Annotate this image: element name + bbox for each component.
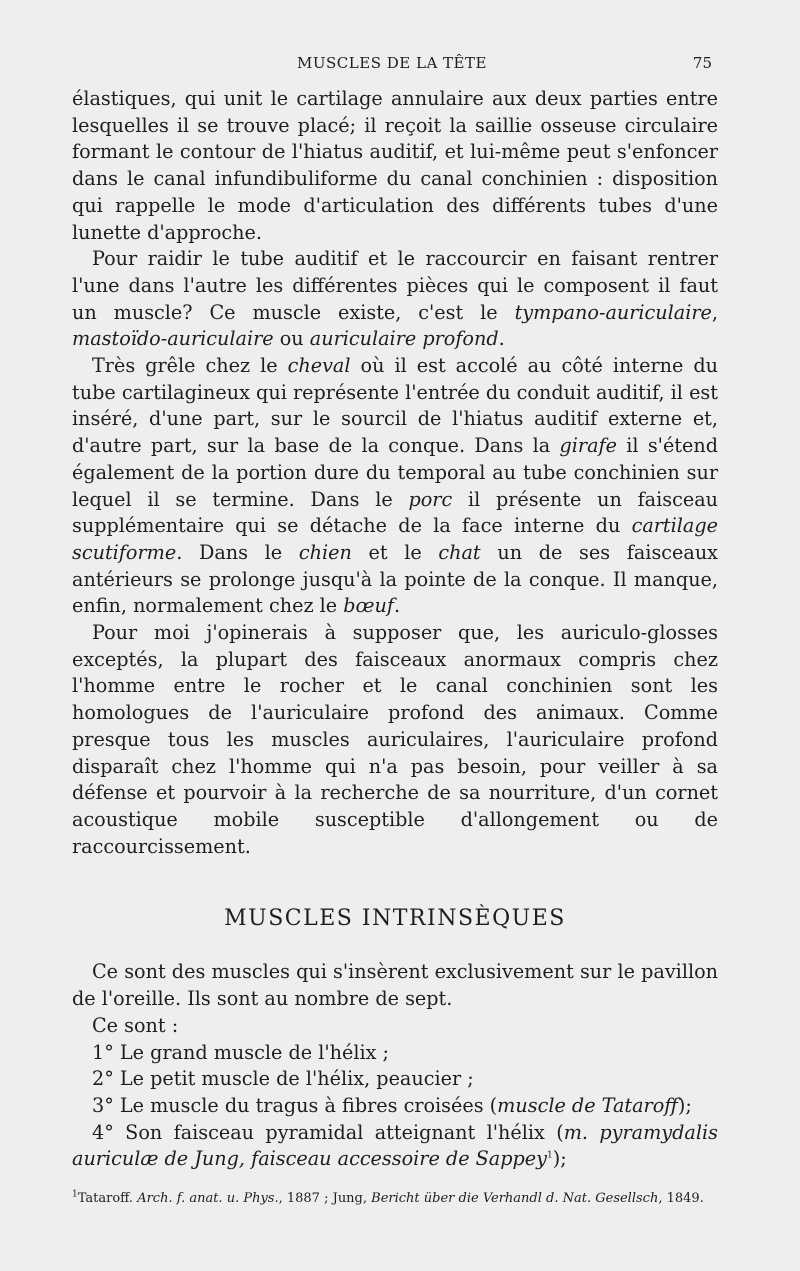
- italic-term: Bericht über die Verhandl d. Nat. Gesellsch: [371, 1191, 659, 1207]
- text-run: Très grêle chez le: [92, 354, 288, 378]
- italic-term: bœuf: [343, 594, 394, 618]
- italic-term: girafe: [559, 434, 617, 458]
- page-body: [72, 86, 718, 1208]
- text-run: );: [677, 1093, 692, 1117]
- text-run: , 1887 ; Jung,: [278, 1191, 372, 1207]
- paragraph-4-text: Pour moi j'opinerais à supposer que, les auriculo-glosses exceptés, la plupart des faisceaux anormaux compris chez l'homme entre le rocher et le canal conchinien sont les homologues de l'auriculaire profond des animaux. Comme presque tous les muscles auriculaires, l'auriculaire profond disparaît chez l'homme qui n'a pas besoin, pour veiller à sa défense et pourvoir à la recherche de sa nourriture, d'un cornet acoustique mobile susceptible d'allongement ou de raccourcissement.: [72, 621, 718, 858]
- footnote-mark: 1: [72, 1189, 78, 1200]
- text-run: .: [498, 327, 505, 351]
- footnote: [72, 1189, 718, 1208]
- italic-term: tympano-auriculaire: [514, 300, 712, 324]
- list-item-4: [72, 1120, 718, 1173]
- italic-term: m. pyramydalis auriculæ de Jung, faisceau accessoire de Sappey: [72, 1120, 718, 1171]
- text-run: ou: [273, 327, 310, 351]
- text-run: il présente un faisceau supplémentaire qui se détache de la face interne du: [72, 487, 719, 538]
- paragraph-3: [72, 353, 718, 620]
- text-run: et le: [351, 540, 439, 564]
- running-title: MUSCLES DE LA TÊTE: [297, 54, 487, 72]
- text-run: où il est accolé au côté interne du tube cartilagineux qui représente l'entrée du conduit auditif, il est inséré, d'une part, sur le sourcil de l'hiatus auditif externe et, d'autre part, sur la base de la conque. Dans la: [72, 354, 718, 458]
- footnote-reference: 1: [547, 1150, 553, 1161]
- paragraph-4: [72, 620, 718, 860]
- page-header: [72, 54, 712, 76]
- italic-term: Arch. f. anat. u. Phys.: [137, 1191, 279, 1207]
- text-run: il s'étend également de la portion dure du temporal au tube conchinien sur lequel il se termine. Dans le: [72, 434, 719, 511]
- paragraph-2: [72, 246, 718, 353]
- text-run: Tataroff.: [77, 1191, 138, 1207]
- italic-term: porc: [408, 487, 453, 511]
- muscle-list: [72, 1013, 718, 1173]
- italic-term: auriculaire profond: [309, 327, 499, 351]
- italic-term: muscle de Tataroff: [497, 1093, 678, 1117]
- paragraph-5-text: Ce sont des muscles qui s'insèrent exclusivement sur le pavillon de l'oreille. Ils sont au nombre de sept.: [72, 960, 718, 1011]
- text-run: );: [552, 1147, 567, 1171]
- italic-term: chien: [298, 540, 352, 564]
- text-run: 3° Le muscle du tragus à fibres croisées (: [92, 1093, 498, 1117]
- text-run: un de ses faisceaux antérieurs se prolonge jusqu'à la pointe de la conque. Il manque, enfin, normalement chez le: [72, 540, 719, 618]
- paragraph-1-text: élastiques, qui unit le cartilage annulaire aux deux parties entre lesquelles il se trouve placé; il reçoit la saillie osseuse circulaire formant le contour de l'hiatus auditif, et lui-même peut s'enfoncer dans le canal infundibuliforme du canal conchinien : disposition qui rappelle le mode d'articulation des différents tubes d'une lunette d'approche.: [72, 87, 718, 244]
- list-item-2: 2° Le petit muscle de l'hélix, peaucier ;: [92, 1067, 474, 1091]
- page-number: 75: [692, 54, 712, 72]
- italic-term: chat: [438, 540, 481, 564]
- section-heading: MUSCLES INTRINSÈQUES: [224, 906, 566, 932]
- italic-term: mastoïdo-auriculaire: [72, 327, 274, 351]
- paragraph-1: [72, 86, 718, 246]
- text-run: Pour raidir le tube auditif et le raccourcir en faisant rentrer l'une dans l'autre les différentes pièces qui le composent il faut un muscle? Ce muscle existe, c'est le: [72, 247, 718, 324]
- text-run: , 1849.: [658, 1191, 704, 1207]
- italic-term: cartilage scutiforme: [72, 514, 718, 564]
- list-item-1: 1° Le grand muscle de l'hélix ;: [92, 1040, 389, 1064]
- text-run: . Dans le: [176, 540, 299, 564]
- italic-term: cheval: [287, 354, 351, 378]
- list-intro: Ce sont :: [92, 1013, 179, 1037]
- list-item-3: [72, 1093, 718, 1120]
- text-run: ,: [711, 300, 718, 324]
- text-run: .: [393, 594, 401, 618]
- text-run: 4° Son faisceau pyramidal atteignant l'hélix (: [92, 1120, 564, 1144]
- paragraph-5: [72, 959, 718, 1012]
